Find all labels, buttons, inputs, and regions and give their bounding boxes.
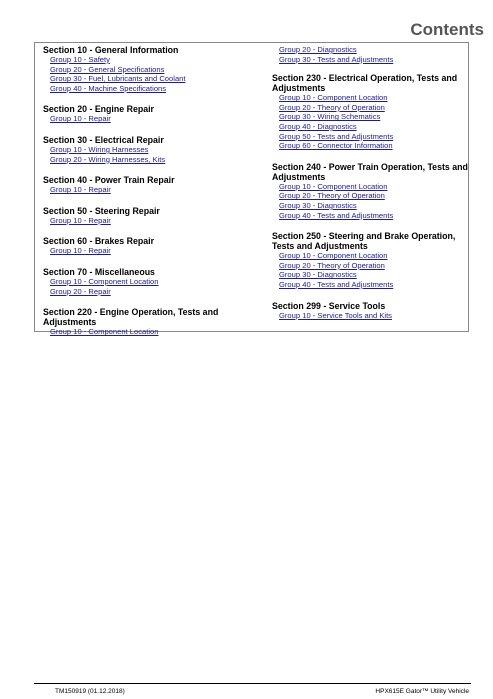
toc-section — [43, 307, 253, 337]
group-link[interactable]: Group 10 - Wiring Harnesses — [50, 144, 149, 154]
toc-left-column — [43, 45, 253, 348]
footer-divider — [34, 683, 471, 684]
group-link[interactable]: Group 10 - Repair — [50, 246, 111, 256]
section-title: Section 10 - General Information — [43, 45, 179, 55]
toc-section — [43, 206, 253, 226]
section-title: Section 240 - Power Train Operation, Tests and Adjustments — [272, 161, 468, 182]
group-link[interactable]: Group 10 - Component Location — [279, 93, 388, 103]
toc-section — [272, 162, 468, 220]
section-title: Section 299 - Service Tools — [272, 300, 386, 311]
toc-section — [43, 45, 253, 93]
page-title: Contents — [410, 20, 484, 39]
toc-section — [43, 236, 253, 256]
group-link[interactable]: Group 30 - Wiring Schematics — [279, 112, 381, 122]
group-link[interactable]: Group 40 - Tests and Adjustments — [279, 279, 394, 289]
footer-product-name: HPX615E Gator™ Utility Vehicle — [375, 688, 469, 695]
section-title: Section 250 - Steering and Brake Operation, Tests and Adjustments — [272, 231, 456, 252]
group-link[interactable]: Group 20 - Theory of Operation — [279, 260, 385, 270]
group-link[interactable]: Group 10 - Component Location — [279, 181, 388, 191]
section-title: Section 20 - Engine Repair — [43, 104, 154, 115]
group-link[interactable]: Group 10 - Component Location — [50, 276, 159, 286]
group-link[interactable]: Group 40 - Tests and Adjustments — [279, 210, 394, 220]
group-link[interactable]: Group 10 - Repair — [50, 185, 111, 195]
section-title: Section 230 - Electrical Operation, Tests and Adjustments — [272, 73, 458, 94]
section-title: Section 70 - Miscellaneous — [43, 266, 155, 277]
toc-right-column — [272, 45, 468, 331]
group-link[interactable]: Group 40 - Diagnostics — [279, 121, 357, 131]
group-link[interactable]: Group 40 - Machine Specifications — [50, 83, 167, 93]
group-link[interactable]: Group 30 - Diagnostics — [279, 200, 357, 210]
toc-section — [272, 301, 468, 321]
group-link[interactable]: Group 20 - Wiring Harnesses, Kits — [50, 154, 166, 164]
group-link[interactable]: Group 20 - Theory of Operation — [279, 191, 385, 201]
section-title: Section 60 - Brakes Repair — [43, 236, 154, 247]
group-link[interactable]: Group 10 - Repair — [50, 215, 111, 225]
footer-doc-id: TM150919 (01.12.2018) — [55, 688, 125, 695]
toc-section — [43, 175, 253, 195]
section-title: Section 40 - Power Train Repair — [43, 175, 175, 186]
group-link[interactable]: Group 30 - Tests and Adjustments — [279, 54, 394, 64]
toc-section — [43, 267, 253, 296]
toc-section — [272, 73, 468, 151]
toc-section — [43, 135, 253, 164]
group-link[interactable]: Group 10 - Repair — [50, 114, 111, 124]
table-of-contents — [34, 42, 469, 337]
group-link[interactable]: Group 10 - Component Location — [279, 251, 388, 261]
group-link[interactable]: Group 30 - Diagnostics — [279, 270, 357, 280]
toc-continued-groups — [272, 45, 468, 64]
toc-section — [43, 104, 253, 124]
group-link[interactable]: Group 20 - Diagnostics — [279, 45, 357, 54]
group-link[interactable]: Group 10 - Safety — [50, 55, 110, 64]
group-link[interactable]: Group 50 - Tests and Adjustments — [279, 131, 394, 141]
group-link[interactable]: Group 20 - General Specifications — [50, 64, 165, 74]
group-link[interactable]: Group 30 - Fuel, Lubricants and Coolant — [50, 74, 186, 84]
toc-section — [272, 231, 468, 289]
group-link[interactable]: Group 20 - Theory of Operation — [279, 102, 385, 112]
group-link[interactable]: Group 10 - Component Location — [50, 327, 159, 337]
section-title: Section 50 - Steering Repair — [43, 205, 160, 216]
section-title: Section 30 - Electrical Repair — [43, 134, 164, 145]
group-link[interactable]: Group 10 - Service Tools and Kits — [279, 310, 392, 320]
section-title: Section 220 - Engine Operation, Tests and Adjustments — [43, 307, 219, 328]
group-link[interactable]: Group 60 - Connector Information — [279, 141, 393, 151]
group-link[interactable]: Group 20 - Repair — [50, 286, 111, 296]
